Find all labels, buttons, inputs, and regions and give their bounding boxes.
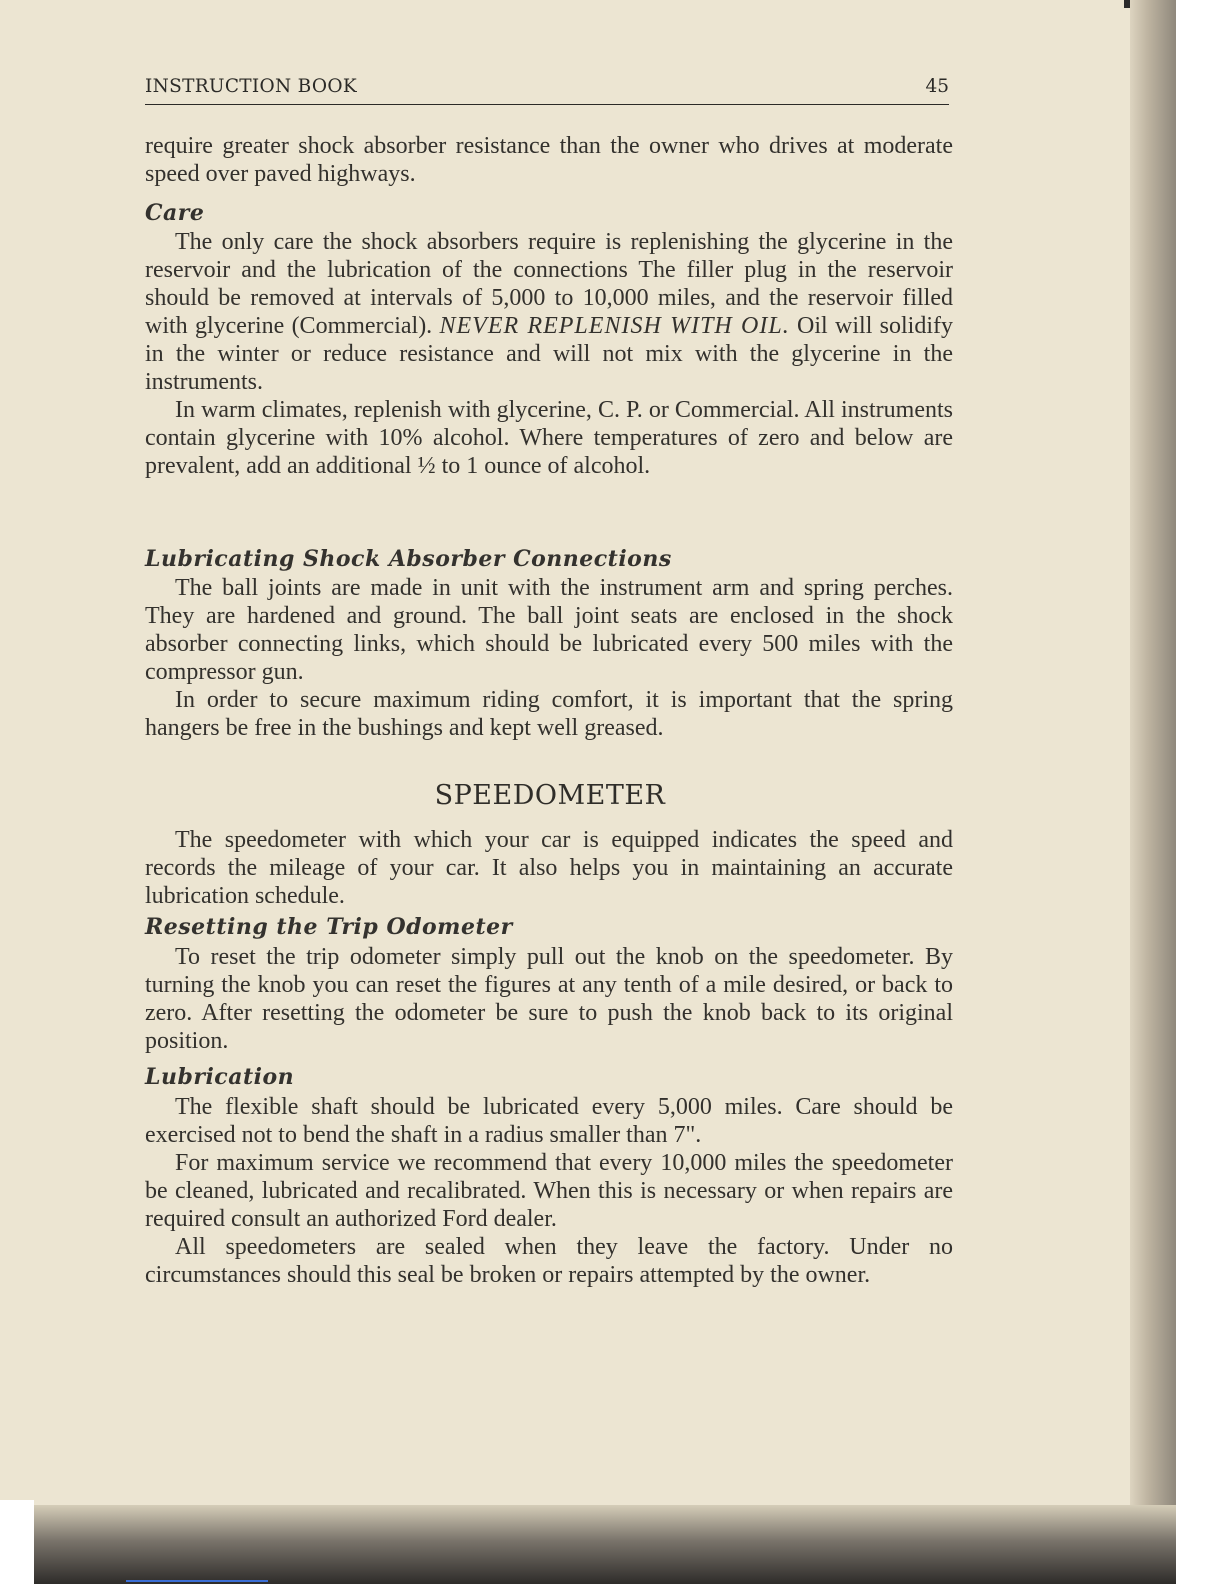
care-heading: Care xyxy=(145,200,205,226)
lubrication-section xyxy=(145,1093,953,1289)
scan-artifact-line xyxy=(126,1580,268,1582)
running-header xyxy=(145,76,949,105)
intro-paragraph: require greater shock absorber resistance than the owner who drives at moderate speed over paved highways. xyxy=(145,133,953,187)
scan-margin xyxy=(1176,0,1224,1584)
speedometer-heading: SPEEDOMETER xyxy=(434,780,666,811)
lubrication-paragraph-3: All speedometers are sealed when they leave the factory. Under no circumstances should this seal be broken or repairs attempted by the owner. xyxy=(145,1234,953,1288)
page-number: 45 xyxy=(925,76,949,97)
lubrication-paragraph-1: The flexible shaft should be lubricated every 5,000 miles. Care should be exercised not to bend the shaft in a radius smaller than 7". xyxy=(145,1094,953,1148)
care-warning: NEVER REPLENISH WITH OIL. xyxy=(439,313,790,339)
intro-paragraph-block xyxy=(145,132,953,188)
lubricating-connections-paragraph-1: The ball joints are made in unit with the instrument arm and spring perches. They are hardened and ground. The ball joint seats are enclosed in the shock absorber connecting links, which should be lubricated every 500 miles with the compressor gun. xyxy=(145,575,953,685)
speedometer-section xyxy=(145,826,953,910)
page-binding-shadow xyxy=(1130,0,1176,1584)
scan-corner xyxy=(0,1500,34,1584)
running-title: INSTRUCTION BOOK xyxy=(145,76,357,97)
lubricating-connections-section xyxy=(145,574,953,742)
care-text-after: Oil will solidify in the winter or reduce resistance and will not mix with the glycerine in the instruments. xyxy=(145,313,954,395)
resetting-heading: Resetting the Trip Odometer xyxy=(145,914,513,940)
lubrication-heading: Lubrication xyxy=(145,1064,295,1090)
care-paragraph-1 xyxy=(145,228,953,396)
lubricating-connections-heading: Lubricating Shock Absorber Connections xyxy=(145,546,672,572)
resetting-paragraph-1: To reset the trip odometer simply pull out the knob on the speedometer. By turning the knob you can reset the figures at any tenth of a mile desired, or back to zero. After resetting the odometer be sure to push the knob back to its original position. xyxy=(145,944,953,1054)
care-section xyxy=(145,228,953,480)
lubricating-connections-paragraph-2: In order to secure maximum riding comfort, it is important that the spring hangers be free in the bushings and kept well greased. xyxy=(145,687,953,741)
page-bottom-shadow xyxy=(30,1505,1176,1584)
care-text-before: The only care the shock absorbers require is replenishing the glycerine in the reservoir and the lubrication of the connections The filler plug in the reservoir should be removed at intervals of 5,000 to 10,000 miles, and the reservoir filled with glycerine (Commercial). xyxy=(145,229,953,339)
lubrication-paragraph-2: For maximum service we recommend that every 10,000 miles the speedometer be cleaned, lubricated and recalibrated. When this is necessary or when repairs are required consult an authorized Ford dealer. xyxy=(145,1150,953,1232)
speedometer-paragraph-1: The speedometer with which your car is equipped indicates the speed and records the mileage of your car. It also helps you in maintaining an accurate lubrication schedule. xyxy=(145,827,953,909)
care-paragraph-2: In warm climates, replenish with glycerine, C. P. or Commercial. All instruments contain glycerine with 10% alcohol. Where temperatures of zero and below are prevalent, add an additional ½ to 1 ounce of alcohol. xyxy=(145,397,953,479)
resetting-section xyxy=(145,943,953,1055)
